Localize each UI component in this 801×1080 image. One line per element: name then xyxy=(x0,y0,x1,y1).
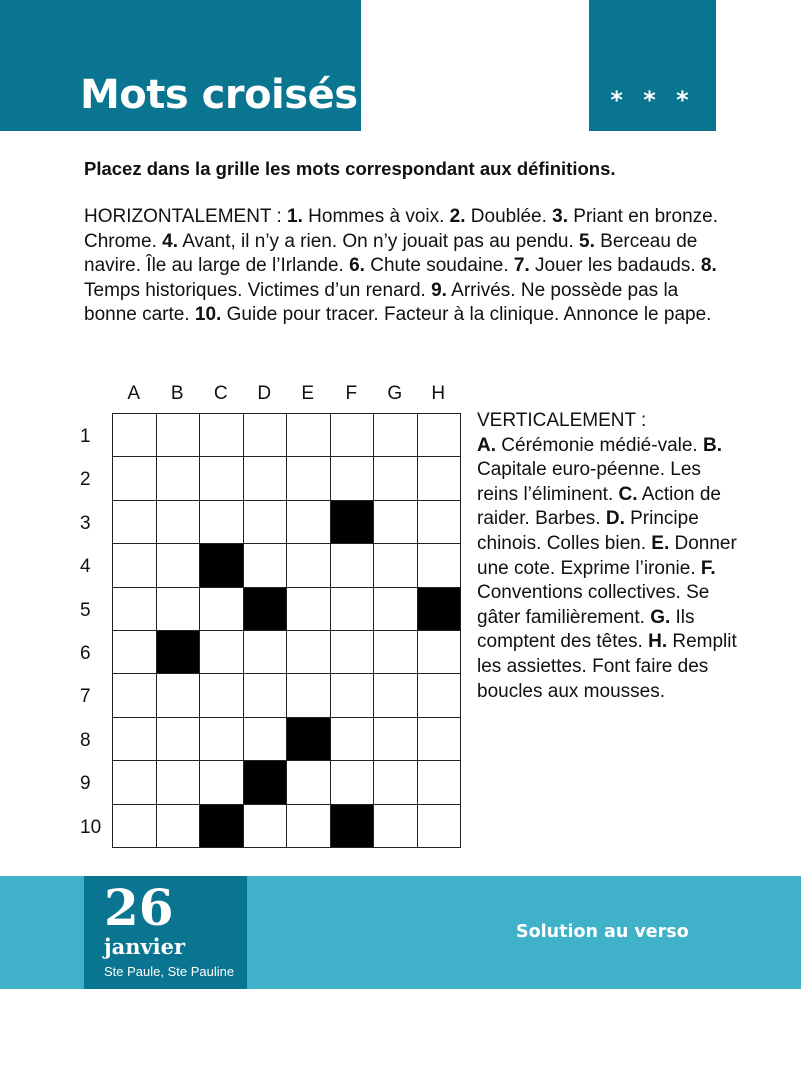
grid-cell-g3[interactable] xyxy=(374,501,418,544)
page-title: Mots croisés xyxy=(80,72,358,118)
grid-cell-h8[interactable] xyxy=(418,718,462,761)
grid-cell-f6[interactable] xyxy=(331,631,375,674)
row-label-4: 4 xyxy=(80,556,91,578)
grid-cell-a9[interactable] xyxy=(113,761,157,804)
grid-cell-h1[interactable] xyxy=(418,414,462,457)
grid-cell-b9[interactable] xyxy=(157,761,201,804)
row-label-9: 9 xyxy=(80,773,91,795)
vertical-clue-number: D. xyxy=(605,508,625,530)
grid-cell-h6[interactable] xyxy=(418,631,462,674)
grid-cell-b4[interactable] xyxy=(157,544,201,587)
vertical-clues xyxy=(477,409,737,704)
grid-cell-e7[interactable] xyxy=(287,674,331,717)
vertical-clue-number: E. xyxy=(651,532,670,554)
black-cell-f10 xyxy=(331,805,375,848)
grid-cell-a10[interactable] xyxy=(113,805,157,848)
grid-cell-b1[interactable] xyxy=(157,414,201,457)
row-label-3: 3 xyxy=(80,512,91,534)
horizontal-clue-number: 2. xyxy=(449,206,466,227)
grid-cell-f2[interactable] xyxy=(331,457,375,500)
grid-cell-f1[interactable] xyxy=(331,414,375,457)
crossword-grid xyxy=(112,413,461,848)
column-label-e: E xyxy=(301,383,315,404)
vertical-clue-number: H. xyxy=(648,631,668,653)
vertical-clue-number: G. xyxy=(650,606,671,628)
vertical-clue-text: Principe chinois. Colles bien. xyxy=(477,508,699,554)
horizontal-clue-number: 8. xyxy=(700,255,717,277)
vertical-clue-text: Donner une cote. Exprime l’ironie. xyxy=(477,532,737,579)
saint-of-day: Ste Paule, Ste Pauline xyxy=(104,964,235,979)
horizontal-clue-text: Hommes à voix. xyxy=(302,206,450,227)
column-label-g: G xyxy=(387,383,403,404)
grid-cell-h4[interactable] xyxy=(418,544,462,587)
grid-cell-b10[interactable] xyxy=(157,805,201,848)
grid-cell-e4[interactable] xyxy=(287,544,331,587)
row-label-5: 5 xyxy=(80,599,91,621)
horizontal-clue-text: Jouer les badauds. xyxy=(529,255,701,277)
horizontal-clue-number: 7. xyxy=(513,255,530,277)
grid-cell-a3[interactable] xyxy=(113,501,157,544)
grid-cell-d1[interactable] xyxy=(244,414,288,457)
grid-cell-c6[interactable] xyxy=(200,631,244,674)
grid-cell-b7[interactable] xyxy=(157,674,201,717)
grid-cell-b5[interactable] xyxy=(157,588,201,631)
grid-cell-h10[interactable] xyxy=(418,805,462,848)
horizontal-clue-number: 3. xyxy=(552,206,569,227)
grid-cell-c7[interactable] xyxy=(200,674,244,717)
grid-cell-g6[interactable] xyxy=(374,631,418,674)
grid-cell-f4[interactable] xyxy=(331,544,375,587)
grid-cell-a4[interactable] xyxy=(113,544,157,587)
grid-cell-a8[interactable] xyxy=(113,718,157,761)
grid-cell-e3[interactable] xyxy=(287,501,331,544)
grid-cell-h9[interactable] xyxy=(418,761,462,804)
black-cell-f3 xyxy=(331,501,375,544)
grid-cell-c9[interactable] xyxy=(200,761,244,804)
grid-cell-d4[interactable] xyxy=(244,544,288,587)
horizontal-clue-text: Arrivés. Ne possède pas la bonne carte. xyxy=(84,279,679,326)
date-day: 26 xyxy=(104,878,174,937)
grid-cell-e9[interactable] xyxy=(287,761,331,804)
vertical-clue-text: Ils comptent des têtes. xyxy=(477,606,695,653)
horizontal-heading: HORIZONTALEMENT : xyxy=(84,206,288,227)
row-label-2: 2 xyxy=(80,469,91,491)
grid-cell-g10[interactable] xyxy=(374,805,418,848)
black-cell-c10 xyxy=(200,805,244,848)
column-label-h: H xyxy=(431,383,446,404)
grid-cell-f8[interactable] xyxy=(331,718,375,761)
grid-cell-d3[interactable] xyxy=(244,501,288,544)
grid-cell-e5[interactable] xyxy=(287,588,331,631)
horizontal-clue-text: Avant, il n’y a rien. On n’y jouait pas au pendu. xyxy=(178,230,580,252)
vertical-clue-text: Action de raider. Barbes. xyxy=(477,483,721,530)
black-cell-e8 xyxy=(287,718,331,761)
black-cell-b6 xyxy=(157,631,201,674)
grid-cell-c1[interactable] xyxy=(200,414,244,457)
column-label-b: B xyxy=(170,383,184,404)
black-cell-h5 xyxy=(418,588,462,631)
grid-cell-e10[interactable] xyxy=(287,805,331,848)
difficulty-stars: * * * xyxy=(610,86,695,114)
grid-cell-a1[interactable] xyxy=(113,414,157,457)
row-label-8: 8 xyxy=(80,729,91,751)
black-cell-d9 xyxy=(244,761,288,804)
grid-cell-g5[interactable] xyxy=(374,588,418,631)
vertical-clue-number: B. xyxy=(702,434,722,456)
vertical-clue-number: C. xyxy=(618,483,638,505)
horizontal-clue-text: Priant en bronze. Chrome. xyxy=(84,206,718,252)
horizontal-clue-number: 5. xyxy=(579,230,595,252)
grid-cell-g2[interactable] xyxy=(374,457,418,500)
grid-cell-e2[interactable] xyxy=(287,457,331,500)
solution-note: Solution au verso xyxy=(516,922,689,942)
horizontal-clue-number: 1. xyxy=(287,206,303,227)
grid-cell-d7[interactable] xyxy=(244,674,288,717)
horizontal-clue-text: Berceau de navire. Île au large de l’Irlande. xyxy=(84,230,698,277)
grid-cell-h3[interactable] xyxy=(418,501,462,544)
grid-cell-h2[interactable] xyxy=(418,457,462,500)
horizontal-clue-number: 9. xyxy=(431,279,447,301)
row-label-10: 10 xyxy=(80,816,102,838)
grid-cell-g9[interactable] xyxy=(374,761,418,804)
grid-cell-b3[interactable] xyxy=(157,501,201,544)
column-labels xyxy=(112,383,460,407)
grid-cell-a6[interactable] xyxy=(113,631,157,674)
black-cell-c4 xyxy=(200,544,244,587)
grid-cell-f9[interactable] xyxy=(331,761,375,804)
grid-cell-g7[interactable] xyxy=(374,674,418,717)
column-label-f: F xyxy=(345,383,358,404)
grid-cell-b2[interactable] xyxy=(157,457,201,500)
grid-cell-f5[interactable] xyxy=(331,588,375,631)
grid-cell-g4[interactable] xyxy=(374,544,418,587)
horizontal-clue-number: 10. xyxy=(194,304,222,326)
difficulty-block xyxy=(589,0,716,131)
horizontal-clue-text: Temps historiques. Victimes d’un renard. xyxy=(84,279,432,301)
date-box xyxy=(84,876,247,989)
vertical-clue-number: F. xyxy=(700,557,716,579)
horizontal-clue-text: Guide pour tracer. Facteur à la clinique. Annonce le pape. xyxy=(221,304,712,326)
grid-cell-c2[interactable] xyxy=(200,457,244,500)
horizontal-clue-number: 4. xyxy=(162,230,178,252)
vertical-clue-text: Capitale euro-péenne. Les reins l’éliminent. xyxy=(477,459,701,505)
grid-cell-g8[interactable] xyxy=(374,718,418,761)
grid-cell-d6[interactable] xyxy=(244,631,288,674)
grid-cell-d10[interactable] xyxy=(244,805,288,848)
grid-cell-a2[interactable] xyxy=(113,457,157,500)
title-block xyxy=(0,0,361,131)
grid-cell-a5[interactable] xyxy=(113,588,157,631)
instructions: Placez dans la grille les mots correspondant aux définitions. xyxy=(84,158,616,179)
horizontal-clue-number: 6. xyxy=(349,255,365,277)
column-label-c: C xyxy=(213,383,228,404)
vertical-clue-number: A. xyxy=(477,434,496,456)
grid-cell-c5[interactable] xyxy=(200,588,244,631)
grid-cell-g1[interactable] xyxy=(374,414,418,457)
grid-cell-e6[interactable] xyxy=(287,631,331,674)
horizontal-clue-text: Doublée. xyxy=(465,206,553,227)
grid-cell-e1[interactable] xyxy=(287,414,331,457)
grid-cell-f7[interactable] xyxy=(331,674,375,717)
grid-cell-c3[interactable] xyxy=(200,501,244,544)
grid-cell-a7[interactable] xyxy=(113,674,157,717)
grid-cell-b8[interactable] xyxy=(157,718,201,761)
row-label-7: 7 xyxy=(80,686,91,708)
row-label-1: 1 xyxy=(80,426,91,447)
vertical-clue-text: Conventions collectives. Se gâter familièrement. xyxy=(477,582,710,628)
column-label-a: A xyxy=(127,383,141,404)
row-labels xyxy=(80,415,110,849)
column-label-d: D xyxy=(257,383,272,404)
row-label-6: 6 xyxy=(80,643,91,664)
vertical-clue-text: Remplit les assiettes. Font faire des boucles aux mousses. xyxy=(477,631,737,702)
date-month: janvier xyxy=(104,934,186,959)
grid-cell-c8[interactable] xyxy=(200,718,244,761)
horizontal-clues xyxy=(84,205,724,328)
black-cell-d5 xyxy=(244,588,288,631)
grid-cell-d2[interactable] xyxy=(244,457,288,500)
vertical-heading: VERTICALEMENT : xyxy=(477,410,647,431)
horizontal-clue-text: Chute soudaine. xyxy=(364,255,514,277)
grid-cell-h7[interactable] xyxy=(418,674,462,717)
vertical-clue-text: Cérémonie médié-vale. xyxy=(496,434,703,456)
grid-cell-d8[interactable] xyxy=(244,718,288,761)
